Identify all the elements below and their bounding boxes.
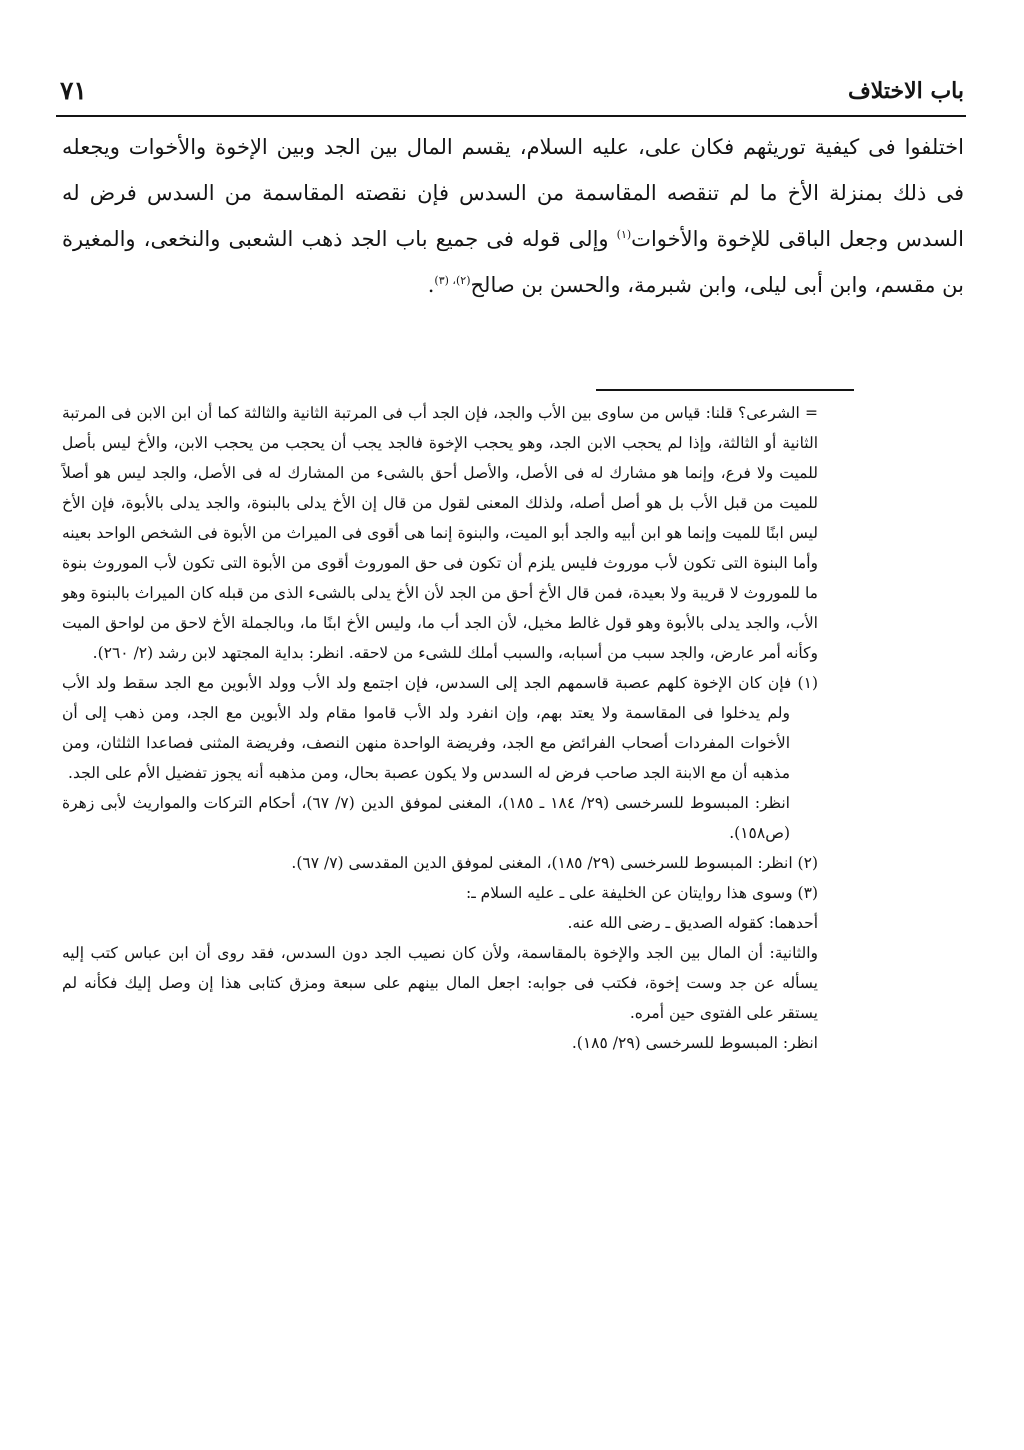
header-rule bbox=[56, 115, 966, 117]
running-title: باب الاختلاف bbox=[847, 78, 964, 104]
main-text-end: . bbox=[427, 273, 435, 297]
footnote-separator bbox=[596, 389, 854, 391]
footnote-1: (١) فإن كان الإخوة كلهم عصبة قاسمهم الجد إلى السدس، فإن اجتمع ولد الأب وولد الأبوين مع الجد سقط ولد الأب ولم يدخلوا فى المقاسمة ولا يعتد بهم، وإن انفرد ولد الأب قاموا مقام ولد الأبوين مع الجد، ومن ذهب إلى أن الأخوات المفردات أصحاب الفرائض مع الجد، وفريضة الواحدة منهن النصف، وفريضة المثنى فصاعدا الثلثان، ومن مذهبه أن مع الابنة الجد صاحب فرض له السدس ولا يكون عصبة بحال، ومن مذهبه أنه يجوز تفضيل الأم على الجد. bbox=[62, 674, 818, 782]
main-text bbox=[62, 124, 964, 308]
footnote-continuation: = الشرعى؟ قلنا: قياس من ساوى بين الأب والجد، فإن الجد أب فى المرتبة الثانية والثالثة كما أن ابن الابن فى المرتبة الثانية أو الثالثة، وإذا لم يحجب الابن الجد، وهو يحجب الإخوة فالجد يجب أن يحجب من يحجب الابن، والأخ ليس بأصل للميت ولا فرع، وإنما هو مشارك له فى الأصل، والأصل أحق بالشىء من المشارك له فى الأصل، والجد ليس هو أصلاً للميت من قبل الأب بل هو أصل أصله، ولذلك المعنى لقول من قال إن الأخ يدلى بالبنوة، والجد يدلى بالأبوة، فإن الأخ ليس ابنًا للميت وإنما هو ابن أبيه والجد أبو الميت، والبنوة إنما هى أقوى فى الميراث من الأبوة فى الشخص الواحد بعينه وأما البنوة التى تكون لأب موروث فليس يلزم أن تكون فى حق الموروث أقوى من الأبوة التى تكون لأب الموروث بنوة ما للموروث لا قريبة ولا بعيدة، فمن قال الأخ أحق من الجد لأن الأخ يدلى بالشىء الذى من قبله كان الميراث بالبنوة وهو الأب، والجد يدلى بالأبوة وهو قول غالط مخيل، لأن الجد أب ما، وليس الأخ ابنًا ما، وبالجملة الأخ لاحق من لواحق الميت وكأنه أمر عارض، والجد سبب من أسبابه، والسبب أملك للشىء من لاحقه. انظر: بداية المجتهد لابن رشد (٢/ ٢٦٠). bbox=[62, 404, 818, 662]
footnote-3: (٣) وسوى هذا روايتان عن الخليفة على ـ عليه السلام ـ: bbox=[465, 884, 818, 902]
footnote-3-reference: انظر: المبسوط للسرخسى (٢٩/ ١٨٥). bbox=[571, 1034, 818, 1052]
main-text-part-2: وإلى قوله فى جميع باب الجد ذهب الشعبى والنخعى، والمغيرة بن مقسم، وابن أبى ليلى، وابن شبرمة، والحسن بن صالح bbox=[62, 227, 964, 297]
footnote-1-reference: انظر: المبسوط للسرخسى (٢٩/ ١٨٤ ـ ١٨٥)، المغنى لموفق الدين (٧/ ٦٧)، أحكام التركات والمواريث لأبى زهرة (ص١٥٨). bbox=[62, 794, 790, 842]
footnotes bbox=[62, 398, 818, 1058]
main-paragraph bbox=[62, 124, 964, 308]
footnote-2: (٢) انظر: المبسوط للسرخسى (٢٩/ ١٨٥)، المغنى لموفق الدين المقدسى (٧/ ٦٧). bbox=[291, 854, 818, 872]
page-number: ٧١ bbox=[60, 76, 87, 105]
footnote-3-first: أحدهما: كقوله الصديق ـ رضى الله عنه. bbox=[567, 914, 818, 932]
main-text-part-1: اختلفوا فى كيفية توريثهم فكان على، عليه السلام، يقسم المال بين الجد وبين الإخوة والأخوات ويجعله فى ذلك بمنزلة الأخ ما لم تنقصه المقاسمة من السدس فإن نقصته المقاسمة من السدس فرض له السدس وجعل الباقى للإخوة والأخوات bbox=[62, 135, 965, 251]
footnote-3-second: والثانية: أن المال بين الجد والإخوة بالمقاسمة، ولأن كان نصيب الجد دون السدس، فقد روى أن ابن عباس كتب إليه يسأله عن جد وست إخوة، فكتب فى جوابه: اجعل المال بينهم على سبعة ومزق كتابى هذا إن وصل إليك فكأنه لم يستقر على الفتوى حين أمره. bbox=[62, 944, 819, 1022]
page-header bbox=[60, 70, 964, 114]
footnote-ref-1: (١) bbox=[616, 228, 632, 241]
footnote-ref-2-3: (٢)، (٣) bbox=[434, 274, 471, 287]
